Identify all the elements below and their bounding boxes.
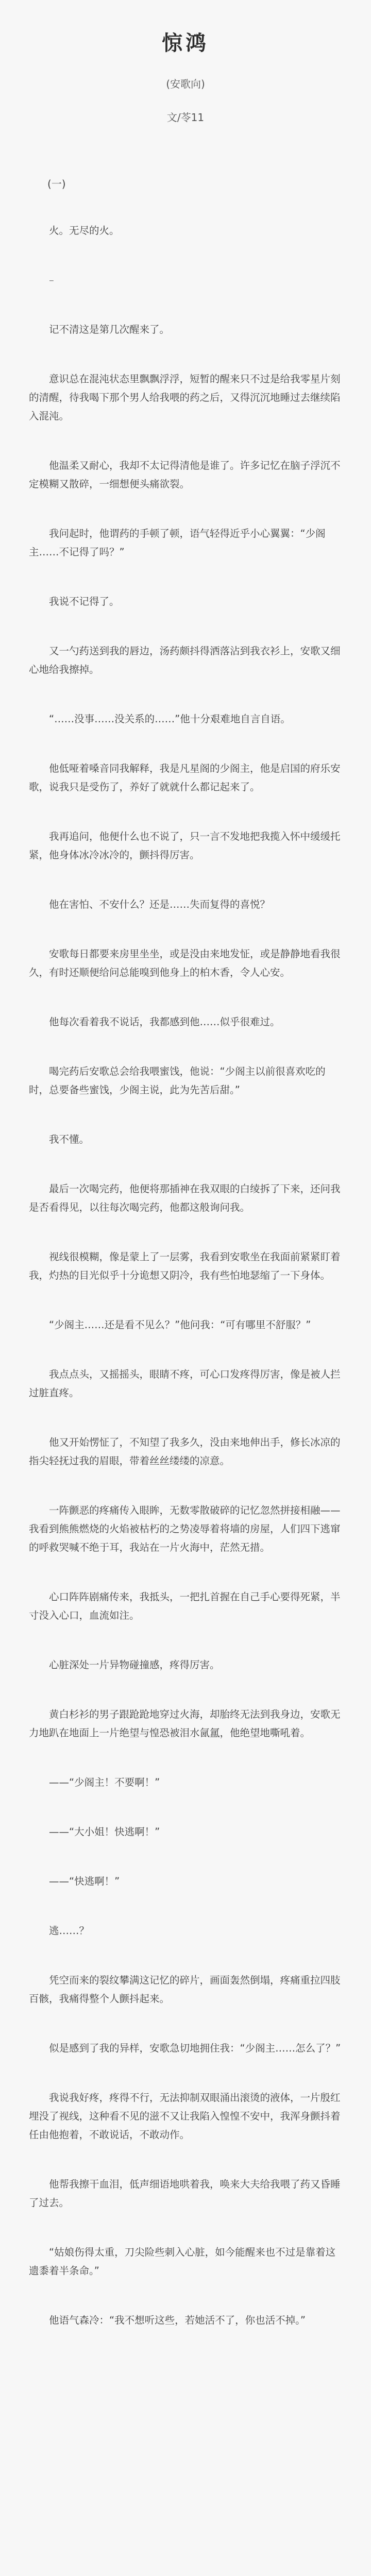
paragraph: 他又开始愣怔了，不知望了我多久，没由来地伸出手，修长冰凉的指尖轻抚过我的眉眼，带着丝丝缕缕的凉意。	[29, 1436, 341, 1467]
paragraph: 我点点头，又摇摇头，眼睛不疼，可心口发疼得厉害，像是被人拦过脏直疼。	[29, 1368, 341, 1399]
dialogue-line: ——“大小姐！快逃啊！”	[49, 1826, 160, 1838]
paragraph: “姑娘伤得太重，刀尖险些刺入心脏，如今能醒来也不过是靠着这遗黍着半条命。”	[29, 2246, 336, 2277]
paragraph: 我说我好疼，疼得不行，无法抑制双眼涌出滚烫的液体，一片殷红埋没了视线，这种看不见的滋不又让我陷入惶惶不安中，我浑身颤抖着任由他抱着，不敢说话，不敢动作。	[29, 2092, 341, 2141]
paragraph: 最后一次喝完药，他便将那插神在我双眼的白绫拆了下来，还问我是否看得见，以往每次喝完药，他都这般询问我。	[29, 1183, 341, 1213]
paragraph: 一阵颤恶的疼痛传入眼眸，无数零散破碎的记忆忽然拼接相融——我看到熊熊燃烧的火焰被枯朽的之势凌辱着将墙的房屋，人们四下逃窜的呼救哭喊不绝于耳，我站在一片火海中，茫然无措。	[29, 1504, 341, 1553]
paragraph: 心脏深处一片异物碰撞感，疼得厉害。	[49, 1659, 220, 1671]
paragraph: 他每次看着我不说话，我都感到他……似乎很难过。	[49, 1016, 280, 1028]
paragraph: 视线很模糊，像是蒙上了一层雾，我看到安歌坐在我面前紧紧盯着我，灼热的目光似乎十分诡想又阴冷，我有些怕地瑟缩了一下身体。	[29, 1251, 341, 1281]
paragraph: 我说不记得了。	[49, 596, 120, 607]
paragraph: 记不清这是第几次醒来了。	[49, 324, 170, 335]
article-subtitle: (安歌向)	[166, 78, 205, 90]
dialogue-line: ——“少阁主！不要啊！”	[49, 1776, 160, 1788]
article-author: 文/苓11	[166, 111, 205, 124]
paragraph: 他语气森冷：“我不想听这些，若她活不了，你也活不掉。”	[49, 2314, 306, 2326]
article-body	[29, 222, 342, 2330]
article-title: 惊鸿	[162, 31, 209, 55]
paragraph: 喝完药后安歌总会给我喂蜜饯，他说：“少阁主以前很喜欢吃的时，总要备些蜜饯，少阁主说，此为先苦后甜。”	[29, 1065, 326, 1096]
paragraph: 安歌每日都要来房里坐坐，或是没由来地发怔，或是静静地看我很久，有时还顺便给问总能嗅到他身上的柏木香，令人心安。	[29, 948, 341, 978]
chapter-heading: (一)	[47, 178, 66, 190]
paragraph: 我再追问，他便什么也不说了，只一言不发地把我揽入怀中缓缓托紧，他身体冰冷冰冷的，颤抖得厉害。	[29, 831, 341, 861]
paragraph: 火。无尽的火。	[49, 225, 120, 236]
section-divider: –	[49, 274, 54, 286]
paragraph: 他温柔又耐心，我却不太记得清他是谁了。许多记忆在脑子浮沉不定模糊又散碎，一细想便头痛欲裂。	[29, 460, 341, 490]
paragraph: 凭空而来的裂纹攀满这记忆的碎片，画面轰然倒塌，疼痛重拉四肢百骸，我痛得整个人颤抖起来。	[29, 1974, 341, 2005]
paragraph: 他低哑着嗓音同我解释，我是凡星阁的少阁主，他是启国的府乐安歌，说我只是受伤了，养好了就就什么都记起来了。	[29, 762, 341, 793]
paragraph: 他帮我擦干血泪，低声细语地哄着我，唤来大夫给我喂了药又昏睡了过去。	[29, 2178, 341, 2209]
paragraph: “……没事……没关系的……”他十分艰难地自言自语。	[49, 713, 291, 725]
paragraph: 心口阵阵剧痛传来，我抵头，一把扎首握在自己手心要得死紧，半寸没入心口，血流如注。	[29, 1591, 341, 1621]
paragraph: 逃……？	[49, 1925, 90, 1937]
dialogue-line: ——“快逃啊！”	[49, 1875, 120, 1887]
paragraph: 我不懂。	[49, 1133, 90, 1145]
paragraph: 似是感到了我的异样，安歌急切地拥住我：“少阁主……怎么了？”	[49, 2042, 341, 2054]
paragraph: “少阁主……还是看不见么？”他问我：“可有哪里不舒服？”	[49, 1319, 311, 1331]
paragraph: 意识总在混沌状态里飘飘浮浮，短暂的醒来只不过是给我零星片刻的清醒，待我喝下那个男人给我喂的药之后，又得沉沉地睡过去继续陷入混沌。	[29, 373, 341, 422]
paragraph: 又一勺药送到我的唇边，汤药颇抖得洒落沾到我衣衫上，安歌又细心地给我擦掉。	[29, 645, 341, 675]
paragraph: 黄白杉衫的男子跟跄跄地穿过火海，却胎终无法到我身边，安歌无力地趴在地面上一片绝望与惶恐被泪水氤氲，他绝望地嘶吼着。	[29, 1708, 341, 1739]
paragraph: 他在害怕、不安什么？还是……失而复得的喜悦？	[49, 899, 271, 910]
paragraph: 我问起时，他谓药的手顿了顿，语气轻得近乎小心翼翼：“少阁主……不记得了吗？”	[29, 528, 326, 558]
